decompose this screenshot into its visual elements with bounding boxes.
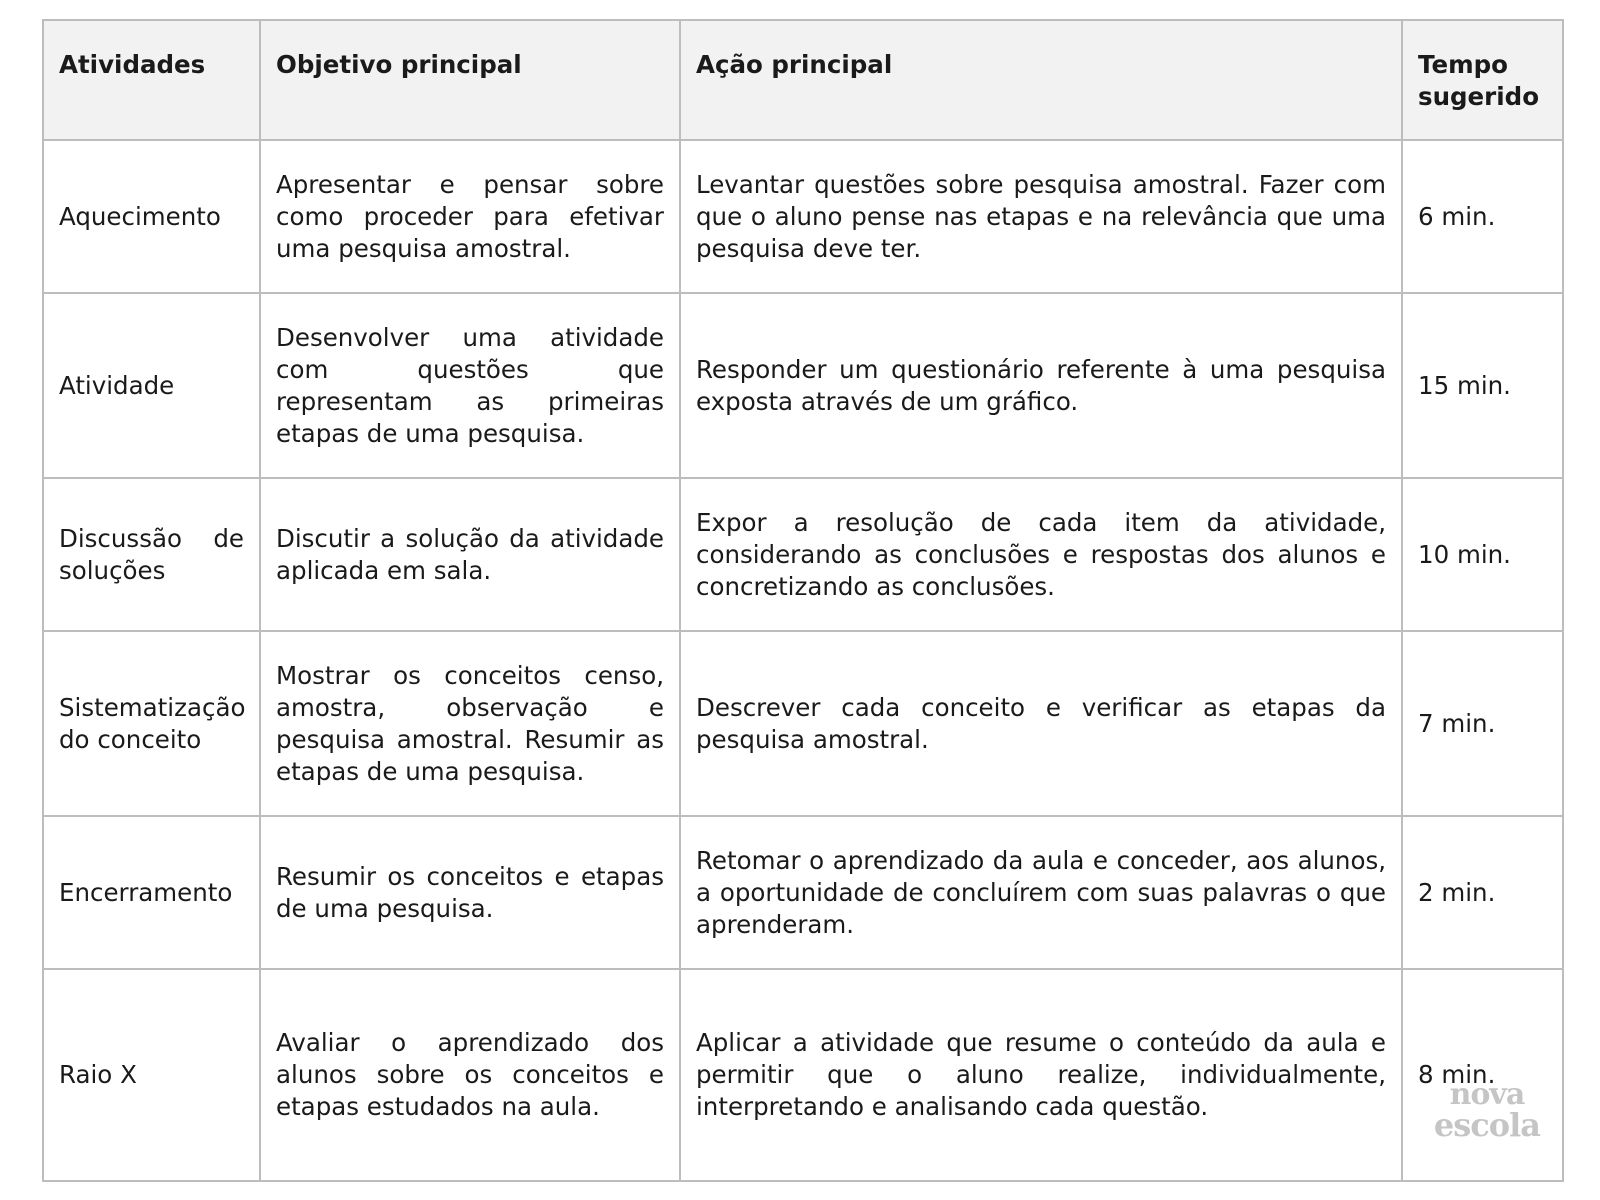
header-acao-principal: Ação principal: [680, 20, 1402, 140]
cell-atividade: Aquecimento: [43, 140, 260, 293]
cell-tempo-container: [1402, 969, 1563, 1181]
lesson-plan-table-container: [42, 19, 1562, 1182]
cell-tempo: 2 min.: [1402, 816, 1563, 969]
watermark-line1: nova: [1449, 1077, 1525, 1112]
header-objetivo-principal: Objetivo principal: [260, 20, 680, 140]
cell-tempo: 8 min.: [1418, 1060, 1496, 1089]
table-row: [43, 631, 1563, 816]
cell-atividade: Encerramento: [43, 816, 260, 969]
cell-atividade: Raio X: [43, 969, 260, 1181]
lesson-plan-table: [42, 19, 1564, 1182]
cell-acao: Aplicar a atividade que resume o conteúdo da aula e permitir que o aluno realize, individualmente, interpretando e analisando cada questão.: [680, 969, 1402, 1181]
cell-objetivo: Apresentar e pensar sobre como proceder para efetivar uma pesquisa amostral.: [260, 140, 680, 293]
cell-atividade: Discussão de soluções: [43, 478, 260, 631]
header-tempo-sugerido: Tempo sugerido: [1402, 20, 1563, 140]
cell-tempo: 6 min.: [1402, 140, 1563, 293]
table-row: [43, 969, 1563, 1181]
table-row: [43, 816, 1563, 969]
watermark-line2: escola: [1433, 1106, 1540, 1144]
cell-atividade: Sistematização do conceito: [43, 631, 260, 816]
cell-acao: Retomar o aprendizado da aula e conceder, aos alunos, a oportunidade de concluírem com suas palavras o que aprenderam.: [680, 816, 1402, 969]
cell-objetivo: Avaliar o aprendizado dos alunos sobre os conceitos e etapas estudados na aula.: [260, 969, 680, 1181]
table-row: [43, 140, 1563, 293]
header-atividades: Atividades: [43, 20, 260, 140]
cell-objetivo: Discutir a solução da atividade aplicada em sala.: [260, 478, 680, 631]
cell-acao: Expor a resolução de cada item da atividade, considerando as conclusões e respostas dos alunos e concretizando as conclusões.: [680, 478, 1402, 631]
nova-escola-watermark-logo: [1433, 1077, 1540, 1144]
cell-objetivo: Mostrar os conceitos censo, amostra, observação e pesquisa amostral. Resumir as etapas de uma pesquisa.: [260, 631, 680, 816]
cell-acao: Levantar questões sobre pesquisa amostral. Fazer com que o aluno pense nas etapas e na relevância que uma pesquisa deve ter.: [680, 140, 1402, 293]
cell-acao: Descrever cada conceito e verificar as etapas da pesquisa amostral.: [680, 631, 1402, 816]
cell-tempo: 7 min.: [1402, 631, 1563, 816]
table-row: [43, 293, 1563, 478]
table-header-row: [43, 20, 1563, 140]
cell-objetivo: Desenvolver uma atividade com questões que representam as primeiras etapas de uma pesquisa.: [260, 293, 680, 478]
cell-acao: Responder um questionário referente à uma pesquisa exposta através de um gráfico.: [680, 293, 1402, 478]
cell-atividade: Atividade: [43, 293, 260, 478]
cell-objetivo: Resumir os conceitos e etapas de uma pesquisa.: [260, 816, 680, 969]
cell-tempo: 15 min.: [1402, 293, 1563, 478]
cell-tempo: 10 min.: [1402, 478, 1563, 631]
table-row: [43, 478, 1563, 631]
